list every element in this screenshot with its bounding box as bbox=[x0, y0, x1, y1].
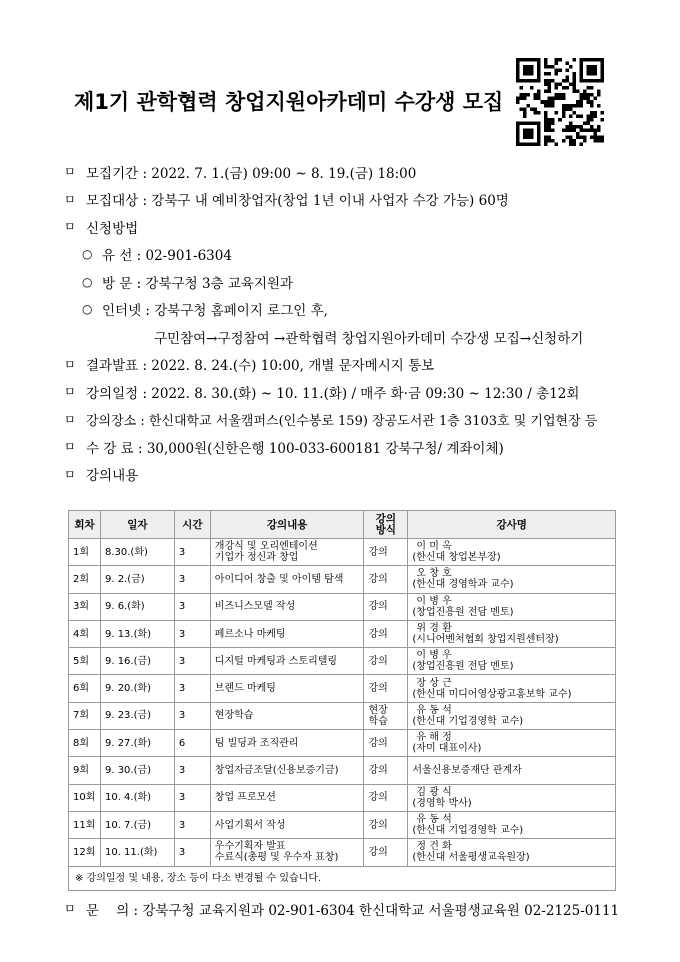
row-instructor bbox=[408, 593, 616, 620]
topic-line: 디지털 마케팅과 스토리텔링 bbox=[214, 655, 338, 667]
table-row bbox=[69, 539, 616, 566]
instructor-line: (한신대 서울평생교육원장) bbox=[412, 852, 530, 864]
row-no: 8회 bbox=[69, 730, 101, 757]
table-row bbox=[69, 566, 616, 593]
row-topic bbox=[210, 757, 364, 784]
info-internet: ○ 인터넷 : 강북구청 홈페이지 로그인 후, bbox=[82, 302, 328, 320]
row-no: 10회 bbox=[69, 784, 101, 811]
row-instructor bbox=[408, 620, 616, 647]
instructor-line: 이 병 우 bbox=[416, 595, 452, 607]
row-hours: 6 bbox=[174, 730, 210, 757]
topic-line: 페르소나 마케팅 bbox=[214, 628, 286, 640]
header-date: 일자 bbox=[100, 511, 174, 539]
topic-line: 우수기획자 발표 bbox=[214, 841, 286, 853]
row-hours: 3 bbox=[174, 702, 210, 729]
row-topic bbox=[210, 648, 364, 675]
row-date: 10. 4.(화) bbox=[100, 784, 174, 811]
row-date: 8.30.(화) bbox=[100, 539, 174, 566]
header-no: 회차 bbox=[69, 511, 101, 539]
topic-line: 비즈니스모델 작성 bbox=[214, 601, 296, 613]
topic-line: 수료식(총평 및 우수자 표창) bbox=[214, 852, 339, 864]
lecture-schedule-table bbox=[68, 510, 616, 891]
row-hours: 3 bbox=[174, 839, 210, 866]
table-row bbox=[69, 784, 616, 811]
row-date: 9. 13.(화) bbox=[100, 620, 174, 647]
instructor-line: (경영학 박사) bbox=[412, 797, 472, 809]
table-row bbox=[69, 593, 616, 620]
info-method: ㅁ 신청방법 bbox=[64, 220, 139, 237]
info-internet-path: 구민참여→구정참여 →관학협력 창업지원아카데미 수강생 모집→신청하기 bbox=[154, 330, 584, 347]
table-header-row bbox=[69, 511, 616, 539]
row-instructor bbox=[408, 730, 616, 757]
row-date: 9. 23.(금) bbox=[100, 702, 174, 729]
table-row bbox=[69, 620, 616, 647]
info-fee: ㅁ 수 강 료 : 30,000원(신한은행 100-033-600181 강북구청/ 계좌이체) bbox=[64, 440, 504, 457]
instructor-line: (창업진흥원 전담 멘토) bbox=[412, 606, 514, 618]
row-topic bbox=[210, 593, 364, 620]
info-period: ㅁ 모집기간 : 2022. 7. 1.(금) 09:00 ~ 8. 19.(금) 18:00 bbox=[64, 165, 417, 182]
row-instructor bbox=[408, 648, 616, 675]
topic-line: 브랜드 마케팅 bbox=[214, 683, 276, 695]
instructor-line: (한신대 미디어영상광고홍보학 교수) bbox=[412, 688, 572, 700]
row-hours: 3 bbox=[174, 675, 210, 702]
row-no: 6회 bbox=[69, 675, 101, 702]
info-visit: ○ 방 문 : 강북구청 3층 교육지원과 bbox=[82, 274, 294, 292]
row-instructor bbox=[408, 757, 616, 784]
row-date: 9. 30.(금) bbox=[100, 757, 174, 784]
row-mode: 강의 bbox=[364, 757, 408, 784]
row-mode: 강의 bbox=[364, 620, 408, 647]
row-mode: 강의 bbox=[364, 593, 408, 620]
row-date: 9. 20.(화) bbox=[100, 675, 174, 702]
row-no: 11회 bbox=[69, 811, 101, 838]
row-mode: 현장 학습 bbox=[364, 702, 408, 729]
info-target: ㅁ 모집대상 : 강북구 내 예비창업자(창업 1년 이내 사업자 수강 가능) 60명 bbox=[64, 192, 509, 210]
row-hours: 3 bbox=[174, 566, 210, 593]
row-topic bbox=[210, 730, 364, 757]
row-topic bbox=[210, 620, 364, 647]
table-row bbox=[69, 757, 616, 784]
table-row bbox=[69, 675, 616, 702]
row-topic bbox=[210, 675, 364, 702]
instructor-line: 정 건 화 bbox=[416, 841, 452, 853]
row-no: 5회 bbox=[69, 648, 101, 675]
row-mode: 강의 bbox=[364, 648, 408, 675]
row-date: 10. 7.(금) bbox=[100, 811, 174, 838]
page-title: 제1기 관학협력 창업지원아카데미 수강생 모집 bbox=[74, 90, 504, 114]
instructor-line: 유 해 정 bbox=[416, 732, 452, 744]
row-hours: 3 bbox=[174, 757, 210, 784]
instructor-line: (자미 대표이사) bbox=[412, 743, 482, 755]
table-note-row bbox=[69, 866, 616, 890]
info-place: ㅁ 강의장소 : 한신대학교 서울캠퍼스(인수봉로 159) 장공도서관 1층 3103호 및 기업현장 등 bbox=[64, 412, 598, 429]
row-instructor bbox=[408, 702, 616, 729]
row-no: 9회 bbox=[69, 757, 101, 784]
topic-line: 팀 빌딩과 조직관리 bbox=[214, 737, 299, 749]
row-date: 10. 11.(화) bbox=[100, 839, 174, 866]
row-instructor bbox=[408, 784, 616, 811]
instructor-line: 유 동 석 bbox=[416, 814, 452, 826]
row-no: 1회 bbox=[69, 539, 101, 566]
row-no: 7회 bbox=[69, 702, 101, 729]
instructor-line: 김 광 식 bbox=[416, 786, 452, 798]
table-row bbox=[69, 730, 616, 757]
row-instructor bbox=[408, 811, 616, 838]
instructor-line: 위 경 환 bbox=[416, 623, 452, 635]
topic-line: 사업기획서 작성 bbox=[214, 819, 286, 831]
row-date: 9. 6.(화) bbox=[100, 593, 174, 620]
instructor-line: (한신대 기업경영학 교수) bbox=[412, 715, 524, 727]
row-topic bbox=[210, 702, 364, 729]
row-hours: 3 bbox=[174, 648, 210, 675]
header-instructor: 강사명 bbox=[408, 511, 616, 539]
topic-line: 개강식 및 오리엔테이션 bbox=[214, 541, 318, 553]
row-topic bbox=[210, 784, 364, 811]
row-hours: 3 bbox=[174, 539, 210, 566]
row-date: 9. 16.(금) bbox=[100, 648, 174, 675]
row-mode: 강의 bbox=[364, 839, 408, 866]
row-no: 3회 bbox=[69, 593, 101, 620]
instructor-line: 서울신용보증재단 관계자 bbox=[412, 765, 522, 777]
row-topic bbox=[210, 566, 364, 593]
topic-line: 창업자금조달(신용보증기금) bbox=[214, 765, 339, 777]
row-hours: 3 bbox=[174, 593, 210, 620]
topic-line: 기업가 정신과 창업 bbox=[214, 552, 299, 564]
row-instructor bbox=[408, 539, 616, 566]
row-topic bbox=[210, 839, 364, 866]
instructor-line: (한신대 기업경영학 교수) bbox=[412, 825, 524, 837]
topic-line: 창업 프로모션 bbox=[214, 792, 276, 804]
table-row bbox=[69, 648, 616, 675]
table-row bbox=[69, 811, 616, 838]
instructor-line: (한신대 경영학과 교수) bbox=[412, 579, 514, 591]
table-note: ※ 강의일정 및 내용, 장소 등이 다소 변경될 수 있습니다. bbox=[69, 866, 616, 890]
instructor-line: (창업진흥원 전담 멘토) bbox=[412, 661, 514, 673]
instructor-line: (한신대 창업본부장) bbox=[412, 552, 501, 564]
header-mode: 강의 방식 bbox=[364, 511, 408, 539]
row-date: 9. 2.(금) bbox=[100, 566, 174, 593]
row-date: 9. 27.(화) bbox=[100, 730, 174, 757]
info-content: ㅁ 강의내용 bbox=[64, 467, 139, 485]
qr-code-icon[interactable] bbox=[516, 58, 604, 146]
topic-line: 현장학습 bbox=[214, 710, 254, 722]
row-topic bbox=[210, 811, 364, 838]
row-no: 2회 bbox=[69, 566, 101, 593]
instructor-line: 오 창 호 bbox=[416, 568, 452, 580]
table-row bbox=[69, 702, 616, 729]
contact-info: ㅁ 문 의 : 강북구청 교육지원과 02-901-6304 한신대학교 서울평생교육원 02-2125-0111 bbox=[64, 895, 664, 923]
info-result: ㅁ 결과발표 : 2022. 8. 24.(수) 10:00, 개별 문자메시지 통보 bbox=[64, 357, 435, 375]
row-mode: 강의 bbox=[364, 539, 408, 566]
instructor-line: 이 미 옥 bbox=[416, 541, 452, 553]
row-no: 4회 bbox=[69, 620, 101, 647]
row-topic bbox=[210, 539, 364, 566]
topic-line: 아이디어 창출 및 아이템 탐색 bbox=[214, 573, 344, 585]
info-schedule: ㅁ 강의일정 : 2022. 8. 30.(화) ~ 10. 11.(화) / 매주 화·금 09:30 ~ 12:30 / 총12회 bbox=[64, 385, 580, 402]
row-hours: 3 bbox=[174, 784, 210, 811]
header-hours: 시간 bbox=[174, 511, 210, 539]
contact-text: 문 의 : 강북구청 교육지원과 02-901-6304 한신대학교 서울평생교육원 02-2125-0111 bbox=[86, 902, 620, 919]
row-mode: 강의 bbox=[364, 811, 408, 838]
row-instructor bbox=[408, 675, 616, 702]
instructor-line: 이 병 우 bbox=[416, 650, 452, 662]
row-no: 12회 bbox=[69, 839, 101, 866]
header-topic: 강의내용 bbox=[210, 511, 364, 539]
row-mode: 강의 bbox=[364, 784, 408, 811]
row-mode: 강의 bbox=[364, 730, 408, 757]
instructor-line: 장 상 근 bbox=[416, 677, 452, 689]
recruitment-info bbox=[64, 158, 664, 488]
instructor-line: 유 동 석 bbox=[416, 704, 452, 716]
info-phone: ○ 유 선 : 02-901-6304 bbox=[82, 247, 232, 265]
row-hours: 3 bbox=[174, 620, 210, 647]
row-hours: 3 bbox=[174, 811, 210, 838]
row-instructor bbox=[408, 839, 616, 866]
row-mode: 강의 bbox=[364, 675, 408, 702]
row-instructor bbox=[408, 566, 616, 593]
row-mode: 강의 bbox=[364, 566, 408, 593]
table-row bbox=[69, 839, 616, 866]
instructor-line: (시니어벤처협회 창업지원센터장) bbox=[412, 634, 559, 646]
